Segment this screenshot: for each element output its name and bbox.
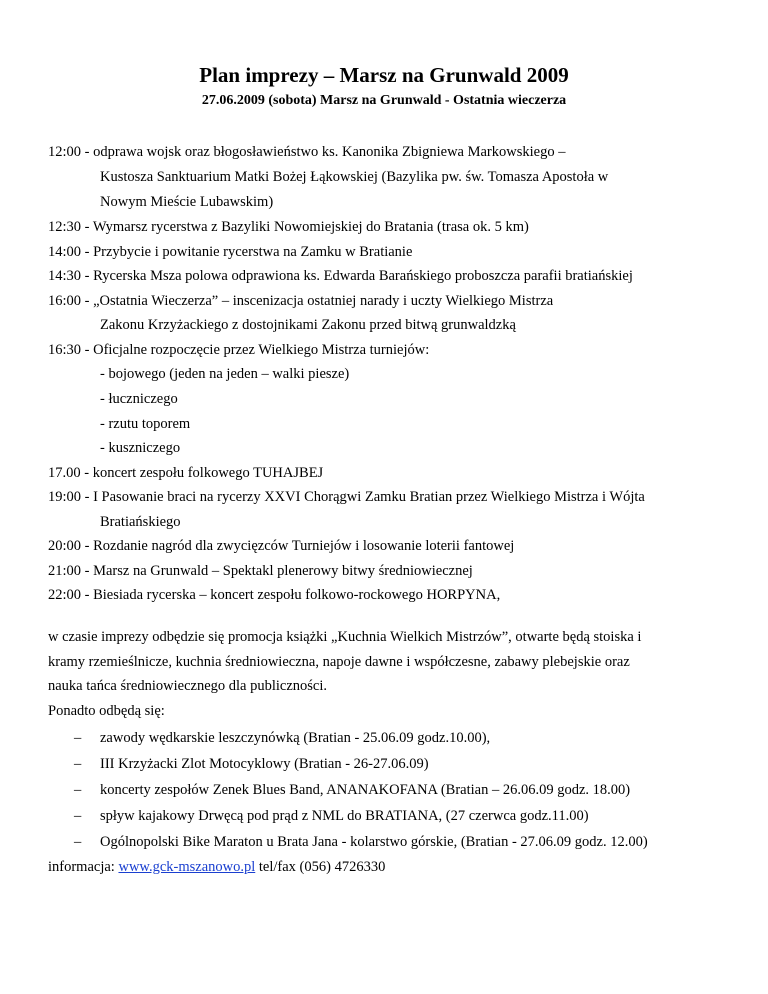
extras-item-3: koncerty zespołów Zenek Blues Band, ANANAKOFANA (Bratian – 26.06.09 godz. 18.00) bbox=[100, 782, 631, 798]
info-paragraph-line-2: kramy rzemieślnicze, kuchnia średniowieczna, napoje dawne i współczesne, zabawy plebejskie oraz bbox=[48, 654, 630, 670]
schedule-item-1630: 16:30 - Oficjalne rozpoczęcie przez Wielkiego Mistrza turniejów: bbox=[48, 342, 430, 358]
schedule-item-1700: 17.00 - koncert zespołu folkowego TUHAJBEJ bbox=[48, 465, 324, 481]
schedule-item-1200: 12:00 - odprawa wojsk oraz błogosławieństwo ks. Kanonika Zbigniewa Markowskiego – bbox=[48, 144, 566, 160]
schedule-item-2000: 20:00 - Rozdanie nagród dla zwycięzców Turniejów i losowanie loterii fantowej bbox=[48, 538, 515, 554]
info-paragraph-line-1: w czasie imprezy odbędzie się promocja książki „Kuchnia Wielkich Mistrzów”, otwarte będą stoiska i bbox=[48, 629, 642, 645]
contact-phone: tel/fax (056) 4726330 bbox=[255, 859, 386, 875]
schedule-item-1900-cont-1: Bratiańskiego bbox=[100, 514, 181, 530]
extras-item-5: Ogólnopolski Bike Maraton u Brata Jana - kolarstwo górskie, (Bratian - 27.06.09 godz. 12.00) bbox=[100, 834, 648, 850]
schedule-item-1200-cont-1: Kustosza Sanktuarium Matki Bożej Łąkowskiej (Bazylika pw. św. Tomasza Apostoła w bbox=[100, 169, 609, 185]
bullet-dash: – bbox=[74, 782, 82, 798]
extras-item-2: III Krzyżacki Zlot Motocyklowy (Bratian - 26-27.06.09) bbox=[100, 756, 429, 772]
schedule-item-1200-cont-2: Nowym Mieście Lubawskim) bbox=[100, 194, 274, 210]
extras-heading: Ponadto odbędą się: bbox=[48, 703, 165, 719]
document-title: Plan imprezy – Marsz na Grunwald 2009 bbox=[199, 63, 569, 87]
tournament-item-kusza: - kuszniczego bbox=[100, 440, 181, 456]
schedule-item-1400: 14:00 - Przybycie i powitanie rycerstwa na Zamku w Bratianie bbox=[48, 244, 413, 260]
tournament-item-bojowy: - bojowego (jeden na jeden – walki piesze) bbox=[100, 366, 350, 382]
extras-item-1: zawody wędkarskie leszczynówką (Bratian - 25.06.09 godz.10.00), bbox=[100, 730, 491, 746]
bullet-dash: – bbox=[74, 756, 82, 772]
info-paragraph-line-3: nauka tańca średniowiecznego dla publiczności. bbox=[48, 678, 328, 694]
schedule-item-1900: 19:00 - I Pasowanie braci na rycerzy XXVI Chorągwi Zamku Bratian przez Wielkiego Mistrza i Wójta bbox=[48, 489, 645, 505]
schedule-item-1230: 12:30 - Wymarsz rycerstwa z Bazyliki Nowomiejskiej do Bratania (trasa ok. 5 km) bbox=[48, 219, 529, 235]
bullet-dash: – bbox=[74, 730, 82, 746]
website-link[interactable]: www.gck-mszanowo.pl bbox=[118, 859, 256, 875]
extras-item-4: spływ kajakowy Drwęcą pod prąd z NML do BRATIANA, (27 czerwca godz.11.00) bbox=[100, 808, 589, 824]
tournament-item-luczniczy: - łuczniczego bbox=[100, 391, 178, 407]
schedule-item-2200: 22:00 - Biesiada rycerska – koncert zespołu folkowo-rockowego HORPYNA, bbox=[48, 587, 501, 603]
schedule-item-1600: 16:00 - „Ostatnia Wieczerza” – inscenizacja ostatniej narady i uczty Wielkiego Mistrza bbox=[48, 293, 554, 309]
schedule-item-1600-cont-1: Zakonu Krzyżackiego z dostojnikami Zakonu przed bitwą grunwaldzką bbox=[100, 317, 516, 333]
schedule-item-1430: 14:30 - Rycerska Msza polowa odprawiona ks. Edwarda Barańskiego proboszcza parafii bratiańskiej bbox=[48, 268, 633, 284]
document-subtitle: 27.06.2009 (sobota) Marsz na Grunwald - Ostatnia wieczerza bbox=[201, 93, 567, 108]
tournament-item-topor: - rzutu toporem bbox=[100, 416, 191, 432]
contact-line bbox=[48, 857, 385, 877]
bullet-dash: – bbox=[74, 808, 82, 824]
schedule-item-2100: 21:00 - Marsz na Grunwald – Spektakl plenerowy bitwy średniowiecznej bbox=[48, 563, 473, 579]
bullet-dash: – bbox=[74, 834, 82, 850]
contact-label: informacja: bbox=[48, 859, 119, 875]
